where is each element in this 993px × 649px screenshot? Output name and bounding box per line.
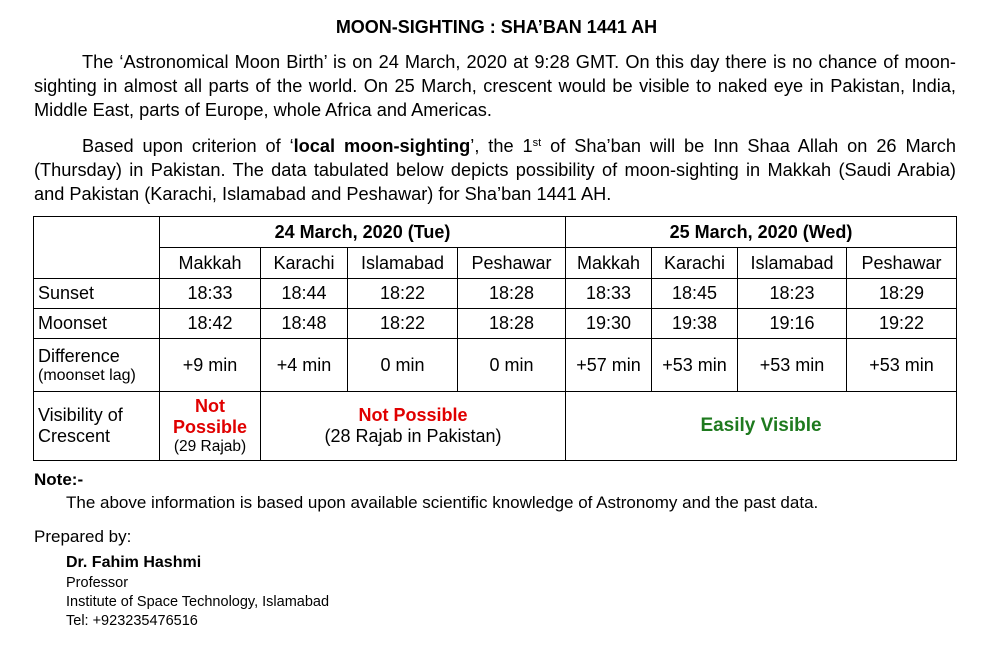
row-label-visibility	[34, 392, 160, 461]
difference-cell: +57 min	[566, 339, 652, 392]
row-label-difference	[34, 339, 160, 392]
moon-sighting-table	[33, 216, 957, 461]
sunset-cell: 18:23	[738, 279, 847, 309]
difference-cell: +53 min	[738, 339, 847, 392]
date-header-2: 25 March, 2020 (Wed)	[566, 217, 957, 248]
moonset-row	[34, 309, 957, 339]
prepared-by-label: Prepared by:	[34, 527, 132, 546]
city-header: Peshawar	[458, 248, 566, 279]
sunset-cell: 18:45	[652, 279, 738, 309]
row-label-moonset: Moonset	[34, 309, 160, 339]
not-possible-text: Possible	[172, 417, 248, 437]
city-header: Peshawar	[847, 248, 957, 279]
page-title: MOON-SIGHTING : SHA’BAN 1441 AH	[335, 17, 658, 37]
visibility-row	[34, 392, 957, 461]
rajab-note: (29 Rajab)	[173, 438, 247, 455]
city-header: Islamabad	[348, 248, 458, 279]
city-header: Islamabad	[738, 248, 847, 279]
moonset-cell: 18:22	[348, 309, 458, 339]
intro-text: The ‘Astronomical Moon Birth’ is on 24 March, 2020 at 9:28 GMT. On this day there is no chance of moon-sighting in almost all parts of the world. On 25 March, crescent would be visible to naked eye in Pakistan, India, Middle East, parts of Europe, whole Africa and Americas.	[34, 52, 956, 120]
sunset-cell: 18:29	[847, 279, 957, 309]
intro-paragraph	[34, 50, 956, 122]
visibility-pakistan-day1	[261, 392, 566, 461]
difference-cell: +4 min	[261, 339, 348, 392]
sunset-cell: 18:28	[458, 279, 566, 309]
note-text: The above information is based upon available scientific knowledge of Astronomy and the past data.	[66, 493, 819, 512]
author-name: Dr. Fahim Hashmi	[66, 554, 202, 571]
criterion-text-post: of Sha’ban will be Inn Shaa Allah on 26 March (Thursday) in Pakistan. The data tabulated below depicts possibility of moon-sighting in Makkah (Saudi Arabia) and Pakistan (Karachi, Islamabad and Peshawar) for Sha’ban 1441 AH.	[34, 136, 957, 204]
date-header-1: 24 March, 2020 (Tue)	[160, 217, 566, 248]
difference-cell: +53 min	[847, 339, 957, 392]
criterion-text-mid: ’, the 1	[470, 136, 533, 156]
difference-cell: +9 min	[160, 339, 261, 392]
moonset-cell: 19:38	[652, 309, 738, 339]
sunset-cell: 18:22	[348, 279, 458, 309]
difference-cell: 0 min	[348, 339, 458, 392]
city-header: Makkah	[160, 248, 261, 279]
criterion-sup: st	[532, 137, 542, 149]
visibility-makkah-day1	[160, 392, 261, 461]
moonset-cell: 18:42	[160, 309, 261, 339]
city-header: Makkah	[566, 248, 652, 279]
easily-visible-text: Easily Visible	[700, 415, 822, 436]
corner-cell	[34, 217, 160, 279]
sunset-cell: 18:33	[160, 279, 261, 309]
visibility-day2	[566, 392, 957, 461]
moonset-cell: 19:16	[738, 309, 847, 339]
moonset-cell: 18:48	[261, 309, 348, 339]
difference-sublabel: (moonset lag)	[38, 366, 136, 384]
author-institute: Institute of Space Technology, Islamabad	[66, 594, 330, 610]
difference-cell: 0 min	[458, 339, 566, 392]
sunset-cell: 18:33	[566, 279, 652, 309]
sunset-cell: 18:44	[261, 279, 348, 309]
difference-label: Difference	[38, 345, 120, 366]
visibility-label-2: Crescent	[38, 426, 111, 446]
author-tel: Tel: +923235476516	[66, 613, 198, 629]
not-possible-text: Not	[195, 396, 225, 416]
note-label: Note:-	[34, 470, 84, 489]
moonset-cell: 19:22	[847, 309, 957, 339]
criterion-text-pre: Based upon criterion of ‘	[82, 136, 294, 156]
rajab-pakistan-note: (28 Rajab in Pakistan)	[324, 426, 502, 446]
moonset-cell: 19:30	[566, 309, 652, 339]
criterion-bold: local moon-sighting	[293, 136, 471, 156]
city-header: Karachi	[652, 248, 738, 279]
criterion-paragraph	[34, 134, 956, 206]
difference-cell: +53 min	[652, 339, 738, 392]
sunset-row	[34, 279, 957, 309]
moonset-cell: 18:28	[458, 309, 566, 339]
row-label-sunset: Sunset	[34, 279, 160, 309]
difference-row	[34, 339, 957, 392]
author-title: Professor	[66, 575, 129, 591]
city-header: Karachi	[261, 248, 348, 279]
not-possible-text: Not Possible	[358, 405, 468, 425]
visibility-label-1: Visibility of	[38, 405, 123, 425]
